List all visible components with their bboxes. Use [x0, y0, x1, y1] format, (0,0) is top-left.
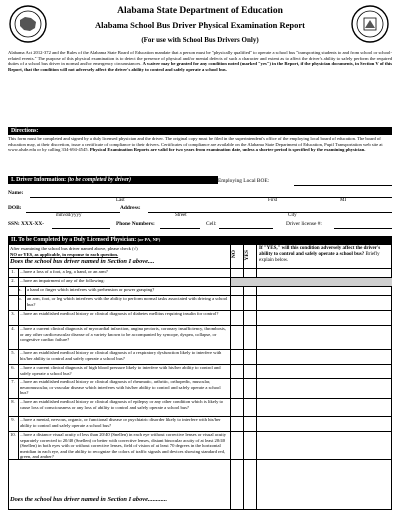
row-explanation-field[interactable] [257, 417, 391, 431]
row-yes-checkbox[interactable] [244, 379, 256, 398]
row-yes-checkbox[interactable] [244, 417, 256, 431]
intro-paragraph [8, 50, 392, 72]
row-number: 6. [11, 365, 15, 370]
dob-format-caption: mm/dd/yyyy [56, 213, 82, 218]
row-number: 9. [11, 417, 15, 422]
row-explanation-field[interactable] [257, 365, 391, 378]
row-question-text: an arm, foot, or leg which interferes with the ability to perform normal tasks associated with driving a school bus? [27, 296, 228, 307]
row-question-text: ...have an impairment of any of the following: [20, 278, 105, 283]
row-question-text: ...have a distance visual acuity of less than 20/40 (Snellen) in each eye without corrective lenses or visual acuity separately corrected to 20/40 (Snellen) or better with corrective lenses, distant binocular acuity of at least 20/40 (Snellen) in both eyes with or without corrective lenses, field of vision of at least 70 degrees in the horizontal meridian in each eye, and the ability to recognize the colors of traffic signals and devices showing standard red, green, and amber? [20, 432, 227, 460]
row-number: 10. [10, 432, 16, 437]
row-yes-checkbox[interactable] [244, 350, 256, 364]
row-yes-checkbox[interactable] [244, 399, 256, 416]
row-explanation-field[interactable] [257, 296, 391, 310]
row-explanation-field[interactable] [257, 287, 391, 295]
row-question-text: ...have a loss of a foot, a leg, a hand, or an arm? [20, 269, 108, 274]
directions-validity-text: Physical Examination Reports are valid for two years from examination date, unless a shorter period is specified by the examining physician. [89, 147, 366, 153]
shaded-cell [231, 278, 392, 286]
row-number: 3. [11, 311, 15, 316]
page-title: Alabama State Department of Education [117, 6, 283, 16]
footer-question: Does the school bus driver named in Section I above............ [10, 496, 168, 503]
address-label: Address: [120, 205, 141, 211]
cell-label: Cell: [206, 221, 217, 227]
row-number: 4. [11, 326, 15, 331]
form-note: (For use with School Bus Drivers Only) [141, 36, 259, 44]
employing-boe-label: Employing Local BOE: [218, 178, 270, 184]
section1-heading-note: (to be completed by driver) [67, 177, 131, 183]
yes-explanation-header [259, 246, 390, 264]
row-question-text: ...have a mental, nervous, organic, or functional disease or psychiatric disorder likely to interfere with his/her ability to control and safely operate a school bus? [20, 417, 221, 428]
directions-text: This form must be completed and signed by a duly licensed physician and the driver. The original copy must be filed in the superintendent's office of the employing local board of education. The board of education may, at their discretion, issue a certificate of compliance to their drivers. Certificates of compliance are available on the Alabama State Department of Education, Pupil Transportation web site at www.alsde.edu or by calling 334-694-4545. [8, 136, 383, 153]
row-yes-checkbox[interactable] [244, 311, 256, 325]
dob-label: DOB: [8, 205, 22, 211]
section1-heading: I. Driver Information: (to be completed by driver) [8, 176, 218, 184]
form-title: Alabama School Bus Driver Physical Examination Report [95, 20, 305, 30]
row-number: 1. [11, 269, 15, 274]
row-no-checkbox[interactable] [231, 365, 243, 378]
phone-label: Phone Numbers: [116, 221, 155, 227]
row-no-checkbox[interactable] [231, 379, 243, 398]
last-name-caption: Last [116, 198, 125, 203]
row-no-checkbox[interactable] [231, 399, 243, 416]
row-explanation-field[interactable] [257, 350, 391, 364]
row-no-checkbox[interactable] [231, 432, 243, 459]
license-label: Driver license #: [286, 221, 322, 227]
row-no-checkbox[interactable] [231, 296, 243, 310]
first-name-caption: First [268, 198, 278, 203]
row-explanation-field[interactable] [257, 311, 391, 325]
row-yes-checkbox[interactable] [244, 326, 256, 349]
row-explanation-field[interactable] [257, 326, 391, 349]
directions-paragraph [8, 136, 392, 153]
yes-column-header: YES [244, 250, 250, 261]
row-no-checkbox[interactable] [231, 311, 243, 325]
row-yes-checkbox[interactable] [244, 269, 256, 277]
row-explanation-field[interactable] [257, 432, 391, 459]
row-no-checkbox[interactable] [231, 417, 243, 431]
no-column-header: NO [231, 250, 237, 259]
ssn-label: SSN: XXX-XX- [8, 221, 45, 227]
employing-boe-field[interactable] [294, 185, 392, 186]
row-number: a. [18, 287, 22, 292]
row-question-text: ...have an established medical history or clinical diagnosis of epilepsy or any other condition which is likely to cause loss of consciousness or any loss of ability to control and safely operate a school bus? [20, 399, 224, 410]
row-yes-checkbox[interactable] [244, 432, 256, 459]
section2-heading: II. To be Completed by a Duly Licensed Physician: (or PA, NP) [8, 236, 392, 244]
license-field[interactable] [334, 228, 392, 229]
row-yes-checkbox[interactable] [244, 287, 256, 295]
directions-heading: Directions: [8, 127, 392, 135]
row-explanation-field[interactable] [257, 399, 391, 416]
name-field[interactable] [30, 197, 392, 198]
street-caption: Street [175, 213, 187, 218]
row-explanation-field[interactable] [257, 269, 391, 277]
intro-waiver-text: A waiver may be granted for any condition noted (marked "yes") in the Report, if the physician documents, in Section V of this Report, that the condition will not adversely affect the driver's ability to control and safely operate a school bus. [8, 61, 392, 72]
row-number: b. [18, 296, 22, 301]
row-number: 5. [11, 350, 15, 355]
instruction-line-1: After examining the school bus driver named above, please check (√) [10, 246, 138, 251]
section2-heading-note: (or PA, NP) [137, 237, 161, 242]
intro-text: Alabama Act 2012-372 and the Rules of the Alabama State Board of Education mandate that a person must be "physically qualified" to operate a school bus "transporting students to and from school or school-related events." The purpose of this physical examination is to detect the presence of physical and/or mental defects of such a character and extent as to affect the driver's ability to safely perform the required duties of a school bus driver in normal and/or emergency circumstances. [8, 50, 392, 67]
instruction-line-2: NO or YES, as applicable, in response to each question. [10, 252, 119, 257]
row-explanation-field[interactable] [257, 379, 391, 398]
row-no-checkbox[interactable] [231, 350, 243, 364]
row-no-checkbox[interactable] [231, 269, 243, 277]
city-caption: City [288, 213, 297, 218]
row-yes-checkbox[interactable] [244, 365, 256, 378]
row-question-text: ...have a current clinical diagnosis of myocardial infarction, angina pectoris, coronary insufficiency, thrombosis, or any other cardiovascular disease of a variety known to be accompanied by syncope, dyspea, collapse, or congestive cardiac failure? [20, 326, 226, 343]
row-number: 8. [11, 399, 15, 404]
phone-field[interactable] [160, 228, 200, 229]
row-number: 7. [11, 379, 15, 384]
middle-initial-caption: MI [340, 198, 347, 203]
row-no-checkbox[interactable] [231, 326, 243, 349]
row-question-text: ...have a current clinical diagnosis of high blood pressure likely to interfere with his/her ability to control and safely operate a school bus? [20, 365, 221, 376]
row-no-checkbox[interactable] [231, 287, 243, 295]
row-question-text: ...have an established medical history or clinical diagnosis of diabetes mellitus requiring insulin for control? [20, 311, 219, 316]
row-yes-checkbox[interactable] [244, 296, 256, 310]
question-header: Does the school bus driver named in Section I above.... [10, 258, 155, 265]
row-number: 2. [11, 278, 15, 283]
ssn-field[interactable] [52, 228, 110, 229]
row-question-text: ...have an established medical history or clinical diagnosis of a respiratory dysfunction likely to interfere with his/her ability to control and safely operate a school bus? [20, 350, 222, 361]
row-question-text: ...have an established medical history or clinical diagnosis of rheumatic, arthritic, orthopedic, muscular, neuromuscular, or vascular disease which interferes with his/her ability to control and safely operate a school bus? [20, 379, 221, 396]
yes-explanation-rest: Briefly explain below. [259, 252, 380, 263]
cell-field[interactable] [219, 228, 273, 229]
name-label: Name: [8, 190, 24, 196]
yes-explanation-bold: If "YES," will this condition adversely affect the driver's ability to control and safely operate a school bus? [259, 246, 381, 257]
row-question-text: a hand or finger which interferes with prehension or power grasping? [27, 287, 155, 292]
